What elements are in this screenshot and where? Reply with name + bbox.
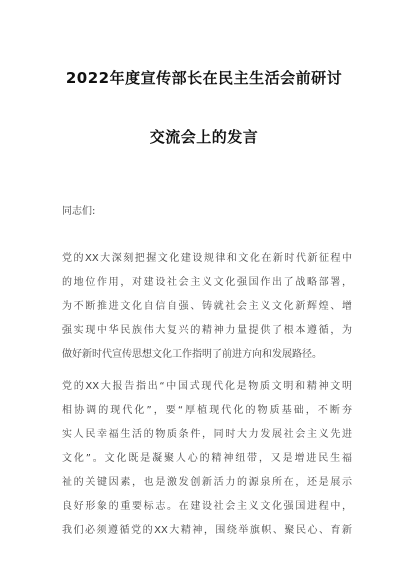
paragraph-line: 党的XX大报告指出“中国式现代化是物质文明和精神文明 <box>62 381 352 392</box>
paragraph-line: 实人民幸福生活的物质条件，同时大力发展社会主义先进 <box>62 429 352 440</box>
paragraph-line: 我们必须遵循党的XX大精神，围绕举旗帜、聚民心、育新 <box>62 525 352 536</box>
paragraph-line: 的地位作用，对建设社会主义文化强国作出了战略部署， <box>62 277 352 288</box>
paragraph-line: 良好形象的重要标志。在建设社会主义文化强国进程中， <box>62 501 352 512</box>
paragraph-line: 强实现中华民族伟大复兴的精神力量提供了根本遵循，为 <box>62 325 352 336</box>
paragraph-line: 党的XX大深刻把握文化建设规律和文化在新时代新征程中 <box>62 253 352 264</box>
paragraph-line: 为不断推进文化自信自强、铸就社会主义文化新辉煌、增 <box>62 301 352 312</box>
document-title-line-1: 2022年度宣传部长在民主生活会前研讨 <box>65 69 343 87</box>
paragraph-1 <box>62 247 352 367</box>
paragraph-line: 做好新时代宣传思想文化工作指明了前进方向和发展路径。 <box>62 349 322 360</box>
salutation: 同志们: <box>62 206 96 217</box>
paragraph-2 <box>62 375 352 543</box>
paragraph-line: 祉的关键因素，也是激发创新活力的源泉所在，还是展示 <box>62 477 352 488</box>
paragraph-line: 文化”。文化既是凝聚人心的精神纽带，又是增进民生福 <box>62 453 352 464</box>
paragraph-line: 相协调的现代化”，要“厚植现代化的物质基础，不断夯 <box>62 405 352 416</box>
document-title-line-2: 交流会上的发言 <box>149 128 259 146</box>
